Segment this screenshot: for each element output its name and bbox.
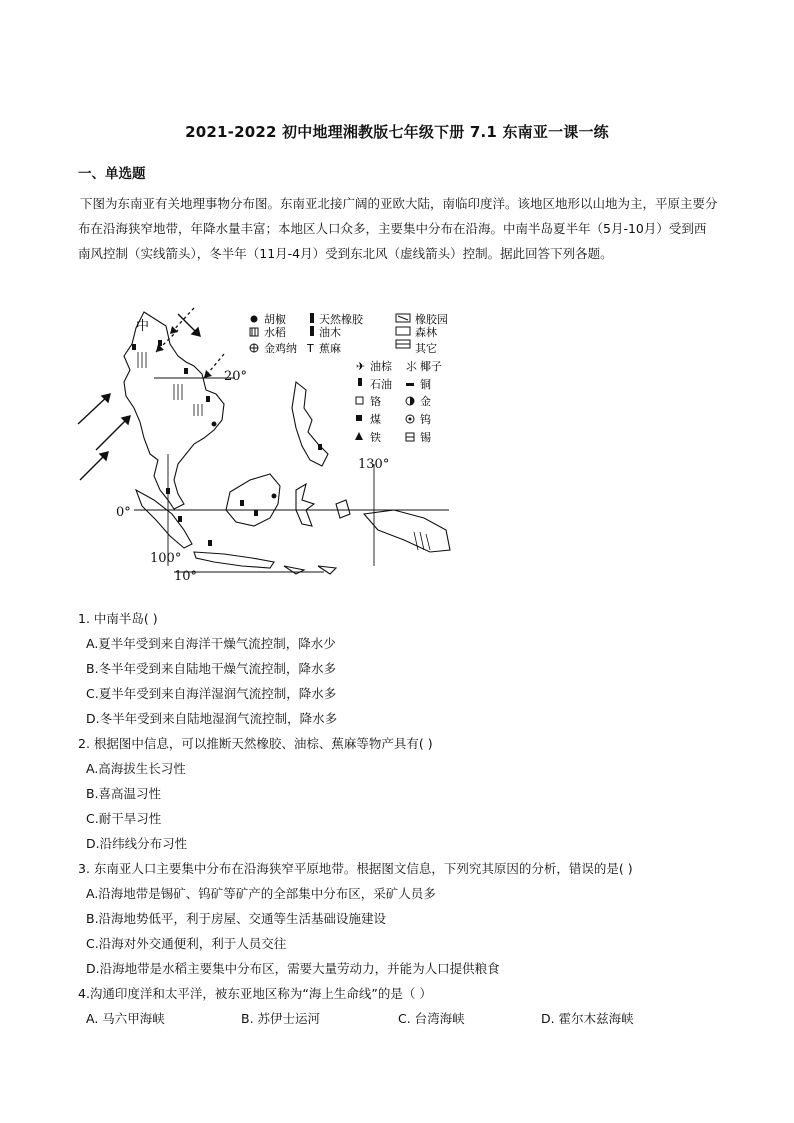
question-1-option-b: B.冬半年受到来自陆地干燥气流控制，降水多 [86,661,337,676]
legend-petroleum: 石油 [370,378,392,391]
question-3-option-c: C.沿海对外交通便利，利于人员交往 [86,936,287,951]
philippines-outline [292,382,328,466]
legend-abaca: 蕉麻 [319,342,341,355]
label-zhong: 中 [136,319,150,334]
legend-forest: 森林 [415,326,437,339]
legend-coconut: 椰子 [420,360,442,373]
question-3-stem: 3. 东南亚人口主要集中分布在沿海狭窄平原地带。根据图文信息，下列究其原因的分析，错误的是( ) [78,861,633,876]
legend-iron: 铁 [370,431,381,444]
legend-tungsten: 钨 [420,413,431,426]
sulawesi-outline [296,484,314,526]
legend-coal: 煤 [370,413,381,426]
intro-paragraph: 下图为东南亚有关地理事物分布图。东南亚北接广阔的亚欧大陆，南临印度洋。该地区地形以山地为主，平原主要分布在沿海狭窄地带，年降水量丰富；本地区人口众多，主要集中分布在沿海。中南半岛夏半年（5月-10月）受到西南风控制（实线箭头），冬半年（11月-4月）受到东北风（虚线箭头）控制。据此回答下列各题。 [78,196,718,261]
question-4-option-d: D. 霍尔木兹海峡 [541,1011,634,1026]
svg-text:✈: ✈ [356,360,366,373]
legend-copper: 铜 [420,378,431,391]
question-1-stem: 1. 中南半岛( ) [78,611,158,626]
question-1-option-c: C.夏半年受到来自海洋湿润气流控制，降水多 [86,686,337,701]
legend-oil-wood: 油木 [319,326,341,339]
legend-rice: 水稻 [264,326,286,339]
label-lon100: 100° [150,551,182,566]
legend-gold: 金 [420,395,431,408]
question-2-option-d: D.沿纬线分布习性 [86,836,188,851]
new-guinea-outline [364,510,450,552]
sumatra-outline [136,490,192,548]
question-4-option-c: C. 台湾海峡 [398,1011,465,1026]
legend-chromium: 铬 [370,395,381,408]
label-lat10: 10° [174,569,198,584]
svg-text:⺢: ⺢ [406,360,417,373]
question-2-option-b: B.喜高温习性 [86,786,162,801]
question-4-options [78,1006,718,1031]
page-title: 2021-2022 初中地理湘教版七年级下册 7.1 东南亚一课一练 [185,123,609,141]
legend-rubber-plantation: 橡胶园 [415,313,448,326]
southeast-asia-map [74,304,452,586]
legend-oil-palm: 油棕 [370,360,392,373]
java-outline [194,552,274,568]
legend-other: 其它 [415,342,437,355]
map-legend [250,312,448,444]
question-4-option-a: A. 马六甲海峡 [86,1011,165,1026]
legend-tin: 锡 [420,431,431,444]
question-3-option-a: A.沿海地带是锡矿、钨矿等矿产的全部集中分布区，采矿人员多 [86,886,436,901]
label-lat20: 20° [224,369,248,384]
question-2-stem: 2. 根据图中信息，可以推断天然橡胶、油棕、蕉麻等物产具有( ) [78,736,433,751]
borneo-outline [226,474,280,526]
question-4-option-b: B. 苏伊士运河 [241,1011,321,1026]
question-list [78,606,718,1031]
question-1-option-a: A.夏半年受到来自海洋干燥气流控制，降水少 [86,636,336,651]
svg-text:T: T [307,342,314,355]
legend-natural-rubber: 天然橡胶 [319,313,363,326]
section-heading: 一、单选题 [78,166,146,182]
question-2-option-c: C.耐干旱习性 [86,811,162,826]
legend-cinchona: 金鸡纳 [264,342,297,355]
question-1-option-d: D.冬半年受到来自陆地湿润气流控制，降水多 [86,711,338,726]
mainland-outline [124,312,224,509]
label-lat0: 0° [116,505,131,520]
question-2-option-a: A.高海拔生长习性 [86,761,186,776]
question-4-stem: 4.沟通印度洋和太平洋，被东亚地区称为“海上生命线”的是（ ） [78,986,432,1001]
question-3-option-b: B.沿海地势低平，利于房屋、交通等生活基础设施建设 [86,911,387,926]
legend-pepper: 胡椒 [264,313,286,326]
label-lon130: 130° [358,457,390,472]
question-3-option-d: D.沿海地带是水稻主要集中分布区，需要大量劳动力，并能为人口提供粮食 [86,961,500,976]
